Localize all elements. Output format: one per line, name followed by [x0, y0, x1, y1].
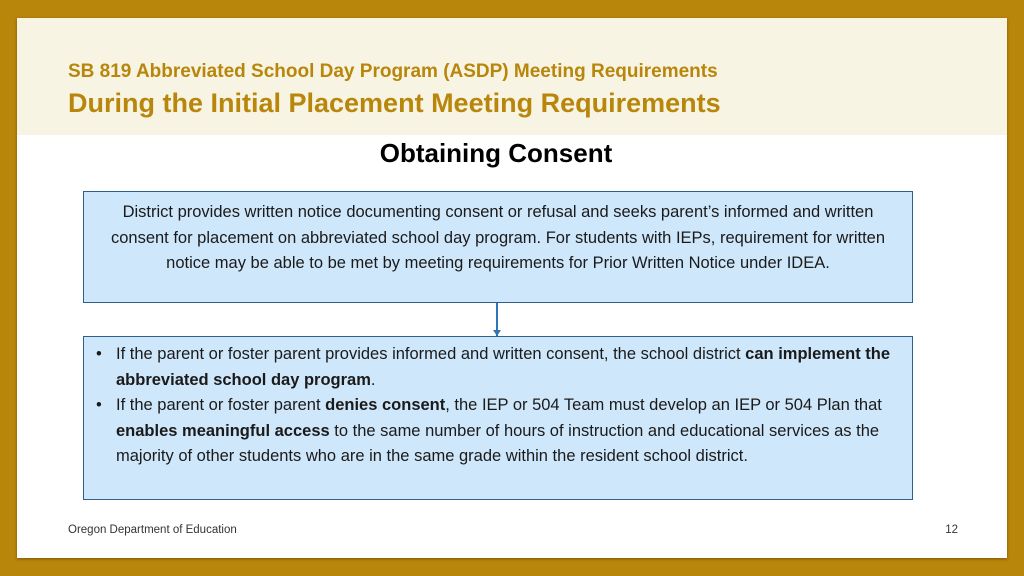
slide-subtitle: SB 819 Abbreviated School Day Program (ASDP) Meeting Requirements	[68, 61, 718, 82]
bullet-emphasis: denies consent	[325, 396, 446, 414]
footer-organization: Oregon Department of Education	[68, 524, 237, 536]
section-heading: Obtaining Consent	[379, 138, 613, 168]
written-notice-box	[83, 191, 913, 303]
list-item-consent-denied	[92, 393, 900, 470]
bullet-text: .	[370, 370, 376, 389]
consent-outcomes-box	[83, 336, 913, 500]
bullet-emphasis: can implement the abbreviated school day program	[116, 345, 891, 389]
bullet-icon: •	[96, 396, 102, 414]
bullet-emphasis: enables meaningful access	[116, 421, 330, 440]
consent-outcomes-list	[92, 342, 900, 470]
page-number: 12	[945, 524, 958, 536]
bullet-text: If the parent or foster parent	[116, 396, 326, 414]
bullet-icon: •	[96, 345, 102, 363]
bullet-text: If the parent or foster parent provides informed and written consent, the school district	[116, 345, 746, 363]
slide-title: During the Initial Placement Meeting Requirements	[68, 88, 721, 118]
list-item-consent-given	[92, 342, 900, 393]
slide	[17, 18, 1007, 558]
written-notice-text: District provides written notice documenting consent or refusal and seeks parent’s informed and written consent for placement on abbreviated school day program. For students with IEPs, requirement for written notice may be able to be met by meeting requirements for Prior Written Notice under IDEA.	[110, 203, 886, 272]
bullet-text: to the same number of hours of instruction and educational services as the majority of other students who are in the same grade within the resident school district.	[116, 421, 880, 465]
bullet-text: , the IEP or 504 Team must develop an IEP or 504 Plan that	[445, 396, 882, 414]
